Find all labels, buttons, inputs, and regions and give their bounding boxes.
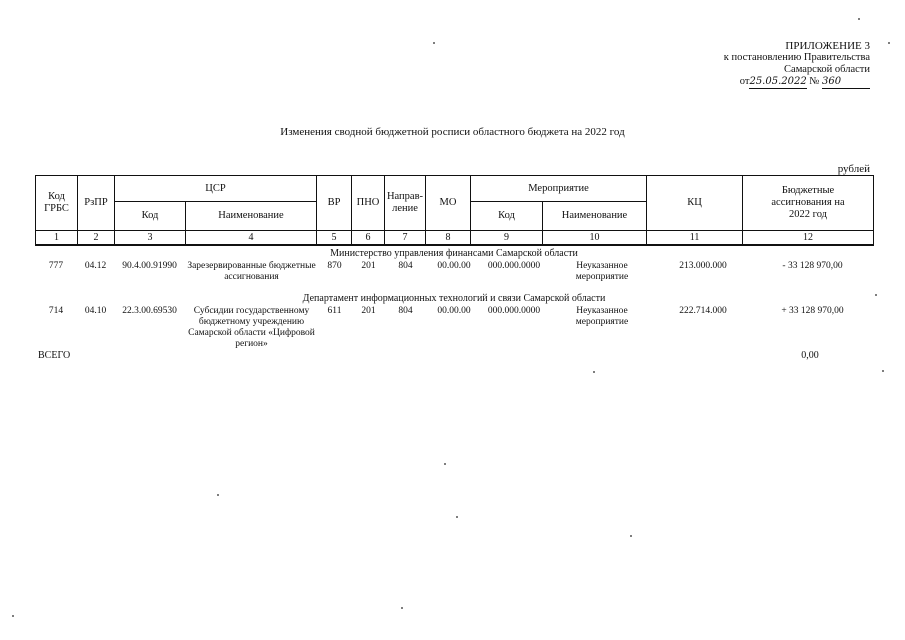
cell-mo: 00.00.00 <box>437 261 471 271</box>
cell-grbs: 714 <box>48 306 64 316</box>
header-csr: ЦСР <box>115 176 317 202</box>
cell-vr: 611 <box>327 306 342 316</box>
cell-event-code: 000.000.0000 <box>487 261 541 271</box>
scan-speck <box>888 42 890 44</box>
col-number: 3 <box>115 231 186 246</box>
scan-speck <box>456 516 458 518</box>
number-prefix: № <box>809 76 820 87</box>
cell-csr-name: Зарезервированные бюджетные ассигнования <box>187 261 316 282</box>
cell-event-name: Неуказанное мероприятие <box>575 306 629 327</box>
col-number: 11 <box>647 231 743 246</box>
header-csr-name: Наименование <box>186 202 317 231</box>
cell-mo: 00.00.00 <box>437 306 471 316</box>
cell-amount: + 33 128 970,00 <box>781 306 844 316</box>
total-label: ВСЕГО <box>38 350 71 361</box>
cell-vr: 870 <box>327 261 342 271</box>
department-heading: Министерство управления финансами Самарской области <box>330 248 578 259</box>
header-direction: Направ- ление <box>385 176 426 231</box>
cell-rzpr: 04.12 <box>84 261 107 271</box>
cell-grbs: 777 <box>48 261 64 271</box>
col-number: 10 <box>543 231 647 246</box>
col-number: 5 <box>317 231 352 246</box>
header-event-name: Наименование <box>543 202 647 231</box>
header-event: Мероприятие <box>471 176 647 202</box>
appendix-line1: к постановлению Правительства <box>723 52 870 63</box>
cell-kc: 213.000.000 <box>679 261 727 271</box>
appendix-date-line <box>724 76 870 89</box>
cell-direction: 804 <box>398 306 413 316</box>
header-mo: МО <box>426 176 471 231</box>
header-event-kod: Код <box>471 202 543 231</box>
scan-speck <box>401 607 403 609</box>
scan-speck <box>630 535 632 537</box>
scan-speck <box>12 615 14 617</box>
col-number: 8 <box>426 231 471 246</box>
col-number: 12 <box>743 231 874 246</box>
col-number: 9 <box>471 231 543 246</box>
total-value: 0,00 <box>801 350 819 361</box>
col-number: 4 <box>186 231 317 246</box>
header-kc: КЦ <box>647 176 743 231</box>
scan-speck <box>593 371 595 373</box>
header-vr: ВР <box>317 176 352 231</box>
cell-pno: 201 <box>361 306 376 316</box>
scan-speck <box>875 294 877 296</box>
cell-pno: 201 <box>361 261 376 271</box>
appendix-block <box>724 40 870 89</box>
number-value: 360 <box>822 76 870 89</box>
scan-speck <box>858 18 860 20</box>
col-number: 1 <box>36 231 78 246</box>
department-heading: Департамент информационных технологий и связи Самарской области <box>302 293 606 304</box>
scan-speck <box>444 463 446 465</box>
cell-csr-name: Субсидии государственному бюджетному учреждению Самарской области «Цифровой регион» <box>188 306 315 349</box>
document-title: Изменения сводной бюджетной росписи областного бюджета на 2022 год <box>280 126 625 138</box>
header-budget: Бюджетные ассигнования на 2022 год <box>743 176 874 231</box>
date-prefix: от <box>739 76 750 87</box>
cell-event-code: 000.000.0000 <box>487 306 541 316</box>
scan-speck <box>217 494 219 496</box>
header-pno: ПНО <box>352 176 385 231</box>
header-table <box>35 175 874 246</box>
cell-rzpr: 04.10 <box>84 306 107 316</box>
date-value: 25.05.2022 <box>749 76 807 87</box>
cell-csr-code: 90.4.00.91990 <box>122 261 177 271</box>
col-number: 2 <box>78 231 115 246</box>
col-number: 6 <box>352 231 385 246</box>
col-number: 7 <box>385 231 426 246</box>
scan-speck <box>433 42 435 44</box>
header-kod-grbs: Код ГРБС <box>36 176 78 231</box>
cell-event-name: Неуказанное мероприятие <box>575 261 629 282</box>
header-csr-kod: Код <box>115 202 186 231</box>
cell-direction: 804 <box>398 261 413 271</box>
header-rzpr: РзПР <box>78 176 115 231</box>
appendix-title: ПРИЛОЖЕНИЕ 3 <box>785 40 870 52</box>
appendix-line2: Самарской области <box>784 64 870 75</box>
cell-amount: - 33 128 970,00 <box>782 261 843 271</box>
scan-speck <box>882 370 884 372</box>
units-label: рублей <box>837 163 870 175</box>
cell-kc: 222.714.000 <box>679 306 727 316</box>
cell-csr-code: 22.3.00.69530 <box>122 306 177 316</box>
